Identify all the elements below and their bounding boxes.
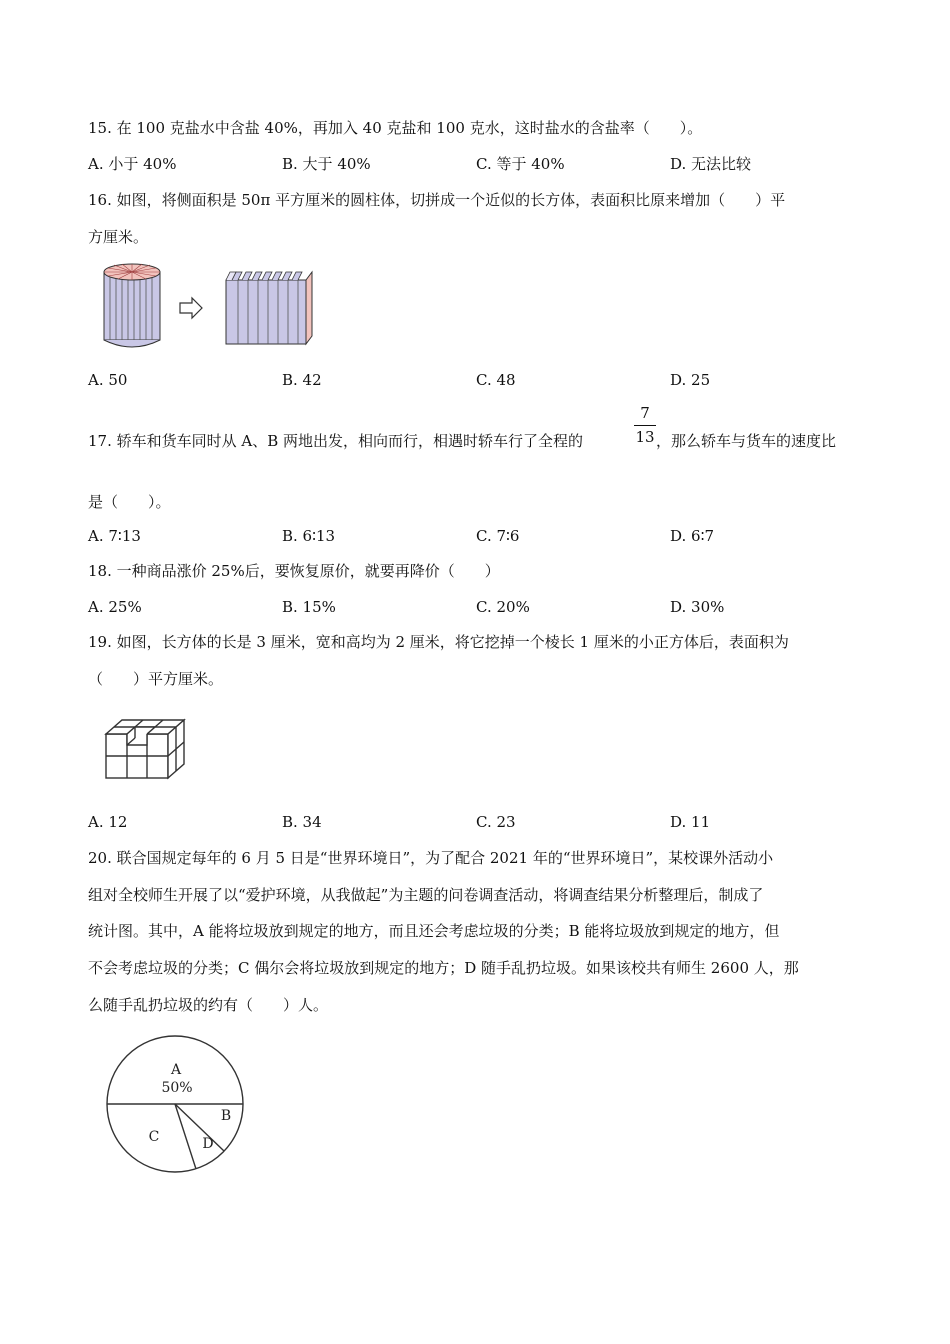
q20-line-1: 20. 联合国规定每年的 6 月 5 日是“世界环境日”，为了配合 2021 年的“世界环境日”，某校课外活动小 (88, 849, 774, 867)
q18-option-b: B. 15% (282, 598, 336, 616)
q20-line-4: 不会考虑垃圾的分类；C 偶尔会将垃圾放到规定的地方；D 随手乱扔垃圾。如果该校共有师生 2600 人，那 (88, 959, 799, 977)
q16-option-a: A. 50 (88, 371, 128, 389)
q16-option-b: B. 42 (282, 371, 322, 389)
q18-option-a: A. 25% (88, 598, 142, 616)
q17-option-b: B. 6∶13 (282, 527, 336, 545)
q19-stem-line-1: 19. 如图，长方体的长是 3 厘米，宽和高均为 2 厘米，将它挖掉一个棱长 1 厘米的小正方体后，表面积为 (88, 633, 789, 651)
q15-option-b: B. 大于 40% (282, 155, 371, 173)
q19-option-b: B. 34 (282, 813, 322, 831)
q19-option-a: A. 12 (88, 813, 128, 831)
q20-line-5: 么随手乱扔垃圾的约有（ ）人。 (88, 996, 329, 1014)
q17-stem-line-1: 17. 轿车和货车同时从 A、B 两地出发，相向而行，相遇时轿车行了全程的 (88, 432, 584, 450)
q19-stem-line-2: （ ）平方厘米。 (88, 670, 224, 688)
q15-option-d: D. 无法比较 (670, 155, 752, 173)
q18-stem: 18. 一种商品涨价 25%后，要恢复原价，就要再降价（ ） (88, 562, 500, 580)
q16-option-d: D. 25 (670, 371, 711, 389)
cuboid-with-cube-removed-figure (102, 714, 192, 782)
fraction-numerator: 7 (640, 404, 650, 422)
fraction-denominator: 13 (635, 428, 655, 446)
pie-chart (100, 1034, 250, 1176)
q19-option-c: C. 23 (476, 813, 516, 831)
fraction-bar (634, 425, 656, 426)
q17-stem-line-1-tail: ，那么轿车与货车的速度比 (656, 432, 837, 450)
q17-option-a: A. 7∶13 (88, 527, 141, 545)
q18-option-c: C. 20% (476, 598, 530, 616)
pie-label-d: D (202, 1136, 214, 1152)
q17-fraction (634, 402, 656, 447)
q19-option-d: D. 11 (670, 813, 711, 831)
pie-label-a: A (170, 1062, 182, 1078)
q20-line-2: 组对全校师生开展了以“爱护环境，从我做起”为主题的问卷调查活动，将调查结果分析整理后，制成了 (88, 886, 764, 904)
q15-stem: 15. 在 100 克盐水中含盐 40%，再加入 40 克盐和 100 克水，这时盐水的含盐率（ ）。 (88, 119, 703, 137)
cylinder-shape (104, 264, 160, 347)
q16-option-c: C. 48 (476, 371, 516, 389)
q15-option-c: C. 等于 40% (476, 155, 565, 173)
q17-option-c: C. 7∶6 (476, 527, 520, 545)
q20-line-3: 统计图。其中，A 能将垃圾放到规定的地方，而且还会考虑垃圾的分类；B 能将垃圾放到规定的地方，但 (88, 922, 780, 940)
q16-stem-line-2: 方厘米。 (88, 228, 149, 246)
right-arrow-icon (180, 298, 202, 318)
pie-label-b: B (220, 1108, 232, 1124)
q18-option-d: D. 30% (670, 598, 725, 616)
pie-label-c: C (148, 1129, 160, 1145)
cuboid-shape (226, 272, 312, 344)
q16-stem-line-1: 16. 如图，将侧面积是 50π 平方厘米的圆柱体，切拼成一个近似的长方体，表面积比原来增加（ ）平 (88, 191, 786, 209)
q17-stem-line-2: 是（ ）。 (88, 493, 171, 511)
q15-option-a: A. 小于 40% (88, 155, 177, 173)
cylinder-to-cuboid-figure (98, 262, 338, 352)
pie-label-a-percent: 50% (161, 1080, 193, 1096)
q17-option-d: D. 6∶7 (670, 527, 715, 545)
